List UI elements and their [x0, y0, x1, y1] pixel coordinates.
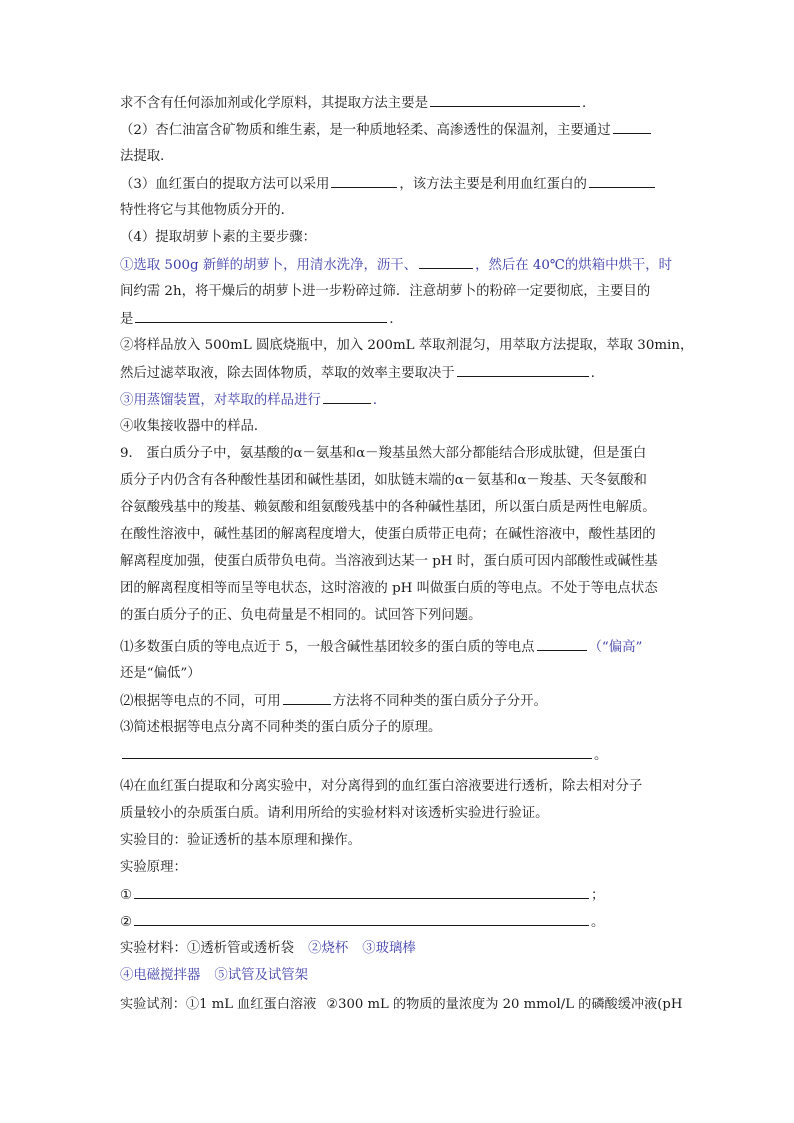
answer-blank[interactable]	[613, 120, 651, 134]
text-line-1: 求不含有任何添加剂或化学原料，其提取方法主要是 ．	[120, 93, 680, 114]
text-line-24: ⑶简述根据等电点分离不同种类的蛋白质分子的原理。	[120, 720, 442, 735]
text-line-8: 间约需 2h，将干燥后的胡萝卜进一步粉碎过筛．注意胡萝卜的粉碎一定要彻底，主要目的	[120, 284, 651, 299]
text-line-10: ②将样品放入 500mL 圆底烧瓶中，加入 200mL 萃取剂混匀，用萃取方法提取，萃取 30min，	[120, 338, 694, 353]
text-line-31: ② 。	[120, 912, 680, 933]
text-line-29: 实验原理：	[120, 860, 187, 875]
text-line-13: ④收集接收器中的样品．	[120, 419, 268, 434]
answer-blank[interactable]	[457, 363, 589, 377]
text-line-32: 实验材料：①透析管或透析袋 ②烧杯 ③玻璃棒	[120, 941, 416, 956]
text-line-14: 9． 蛋白质分子中，氨基酸的α－氨基和α－羧基虽然大部分都能结合形成肽键，但是蛋白	[120, 446, 647, 461]
answer-blank[interactable]	[430, 93, 580, 107]
text-line-11: 然后过滤萃取液，除去固体物质，萃取的效率主要取决于 ．	[120, 363, 680, 384]
text-line-23: ⑵根据等电点的不同，可用 方法将不同种类的蛋白质分子分开。	[120, 691, 680, 712]
text-line-20: 的蛋白质分子的正、负电荷量是不相同的。试回答下列问题。	[120, 608, 482, 623]
text-line-6: （4）提取胡萝卜素的主要步骤：	[120, 230, 316, 245]
answer-blank[interactable]	[419, 255, 473, 269]
text-line-19: 团的解离程度相等而呈等电状态，这时溶液的 pH 叫做蛋白质的等电点。不处于等电点状态	[120, 581, 658, 596]
answer-blank[interactable]	[331, 174, 397, 188]
text-line-34: 实验试剂：①1 mL 血红蛋白溶液 ②300 mL 的物质的量浓度为 20 mmol/L 的磷酸缓冲液(pH	[120, 997, 683, 1012]
answer-blank[interactable]	[537, 637, 587, 651]
answer-blank[interactable]	[122, 745, 592, 759]
answer-blank[interactable]	[589, 174, 655, 188]
text-line-18: 解离程度加强，使蛋白质带负电荷。当溶液到达某一 pH 时，蛋白质可因内部酸性或碱性基	[120, 554, 658, 569]
text-line-5: 特性将它与其他物质分开的．	[120, 203, 295, 218]
text-line-33: ④电磁搅拌器 ⑤试管及试管架	[120, 968, 309, 983]
text-line-2: （2）杏仁油富含矿物质和维生素，是一种质地轻柔、高渗透性的保温剂，主要通过	[120, 120, 680, 141]
text-line-17: 在酸性溶液中，碱性基团的解离程度增大，使蛋白质带正电荷；在碱性溶液中，酸性基团的	[120, 527, 656, 542]
text-line-30: ① ；	[120, 885, 680, 906]
text-line-9: 是 ．	[120, 309, 680, 330]
text-line-7: ①选取 500g 新鲜的胡萝卜，用清水洗净，沥干、 ，然后在 40℃的烘箱中烘干，时	[120, 255, 680, 276]
answer-blank[interactable]	[134, 885, 589, 899]
text-line-28: 实验目的：验证透析的基本原理和操作。	[120, 833, 362, 848]
answer-blank[interactable]	[283, 691, 331, 705]
answer-blank[interactable]	[135, 309, 387, 323]
text-line-25: 。	[120, 745, 680, 766]
answer-blank[interactable]	[323, 390, 371, 404]
text-line-12: ③用蒸馏装置，对萃取的样品进行 ．	[120, 390, 680, 411]
text-line-3: 法提取．	[120, 149, 174, 164]
answer-blank[interactable]	[134, 912, 589, 926]
text-line-4: （3）血红蛋白的提取方法可以采用 ，该方法主要是利用血红蛋白的	[120, 174, 680, 195]
text-line-21: ⑴多数蛋白质的等电点近于 5，一般含碱性基团较多的蛋白质的等电点 （“偏高”	[120, 637, 680, 658]
text-line-27: 质量较小的杂质蛋白质。请利用所给的实验材料对该透析实验进行验证。	[120, 806, 549, 821]
text-line-15: 质分子内仍含有各种酸性基团和碱性基团，如肽链末端的α－氨基和α－羧基、天冬氨酸和	[120, 473, 647, 488]
text-line-26: ⑷在血红蛋白提取和分离实验中，对分离得到的血红蛋白溶液要进行透析，除去相对分子	[120, 779, 643, 794]
text-line-16: 谷氨酸残基中的羧基、赖氨酸和组氨酸残基中的各种碱性基团，所以蛋白质是两性电解质。	[120, 500, 656, 515]
text-line-22: 还是“偏低”）	[120, 666, 201, 681]
